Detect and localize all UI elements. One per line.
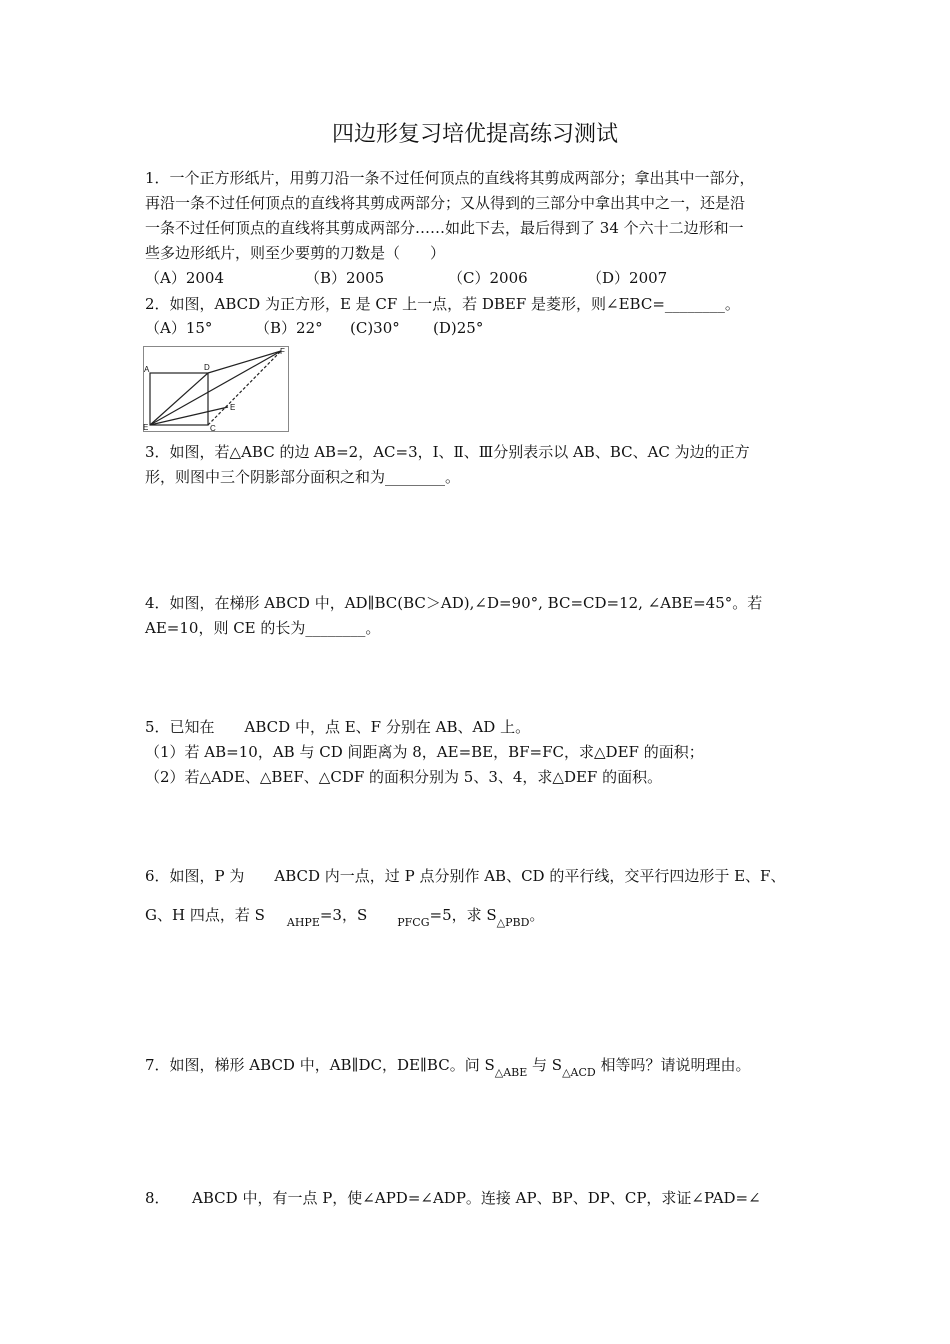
q2-figure [143, 346, 289, 432]
label-a: A [144, 365, 150, 374]
q2-option-d: (D)25° [433, 319, 484, 337]
label-b: E [143, 423, 149, 432]
segment-bf [150, 351, 281, 425]
q2-option-b: （B）22° [255, 319, 323, 337]
q1-option-a: （A）2004 [145, 269, 225, 287]
q4-line-1: 4．如图，在梯形 ABCD 中，AD∥BC(BC＞AD),∠D=90°, BC=CD=12, ∠ABE=45°。若 [145, 594, 763, 612]
q6-line-2: G、H 四点，若 S $_{AHPE}$=3，S $_{PFCG}$=5，求 $S_{\triangle PBD}$。 [145, 906, 545, 929]
q7-line: 7．如图，梯形 ABCD 中，AB∥DC，DE∥BC。问 $S_{\triangle ABE}$ 与 $S_{\triangle ACD}$ 相等吗？请说明理由。 [145, 1056, 751, 1079]
label-e: E [230, 403, 236, 412]
q2-line: 2．如图，ABCD 为正方形，E 是 CF 上一点，若 DBEF 是菱形，则∠EBC=________。 [145, 295, 740, 313]
q1-line-1: 1．一个正方形纸片，用剪刀沿一条不过任何顶点的直线将其剪成两部分；拿出其中一部分， [145, 169, 755, 187]
q1-option-c: （C）2006 [448, 269, 528, 287]
q3-line-1: 3．如图，若△ABC 的边 AB=2，AC=3，Ⅰ、Ⅱ、Ⅲ分别表示以 AB、BC、AC 为边的正方 [145, 443, 750, 461]
q8-line: 8． ABCD 中，有一点 P，使∠APD=∠ADP。连接 AP、BP、DP、CP，求证∠PAD=∠ [145, 1189, 761, 1207]
q2-option-c: (C)30° [350, 319, 400, 337]
q6-line-1: 6．如图，P 为 ABCD 内一点，过 P 点分别作 AB、CD 的平行线，交平行四边形于 E、F、 [145, 867, 786, 885]
label-c: C [210, 424, 216, 432]
segment-df [208, 351, 281, 373]
q1-line-2: 再沿一条不过任何顶点的直线将其剪成两部分；又从得到的三部分中拿出其中之一，还是沿 [145, 194, 746, 212]
q1-line-4: 些多边形纸片，则至少要剪的刀数是（ ） [145, 244, 446, 262]
diagonal-bd [150, 373, 208, 425]
page-title: 四边形复习培优提高练习测试 [331, 122, 618, 147]
q5-line-3: （2）若△ADE、△BEF、△CDF 的面积分别为 5、3、4，求△DEF 的面积。 [145, 768, 663, 786]
label-f: F [280, 347, 285, 356]
q1-option-b: （B）2005 [305, 269, 385, 287]
label-d: D [204, 363, 210, 372]
q3-line-2: 形，则图中三个阴影部分面积之和为________。 [145, 468, 461, 486]
q2-option-a: （A）15° [145, 319, 213, 337]
q1-option-d: （D）2007 [587, 269, 668, 287]
q5-line-1: 5．已知在 ABCD 中，点 E、F 分别在 AB、AD 上。 [145, 718, 531, 736]
q5-line-2: （1）若 AB=10，AB 与 CD 间距离为 8，AE=BE，BF=FC，求△DEF 的面积； [145, 743, 704, 761]
q1-line-3: 一条不过任何顶点的直线将其剪成两部分……如此下去，最后得到了 34 个六十二边形和一 [145, 219, 744, 237]
q4-line-2: AE=10，则 CE 的长为________。 [145, 619, 381, 637]
